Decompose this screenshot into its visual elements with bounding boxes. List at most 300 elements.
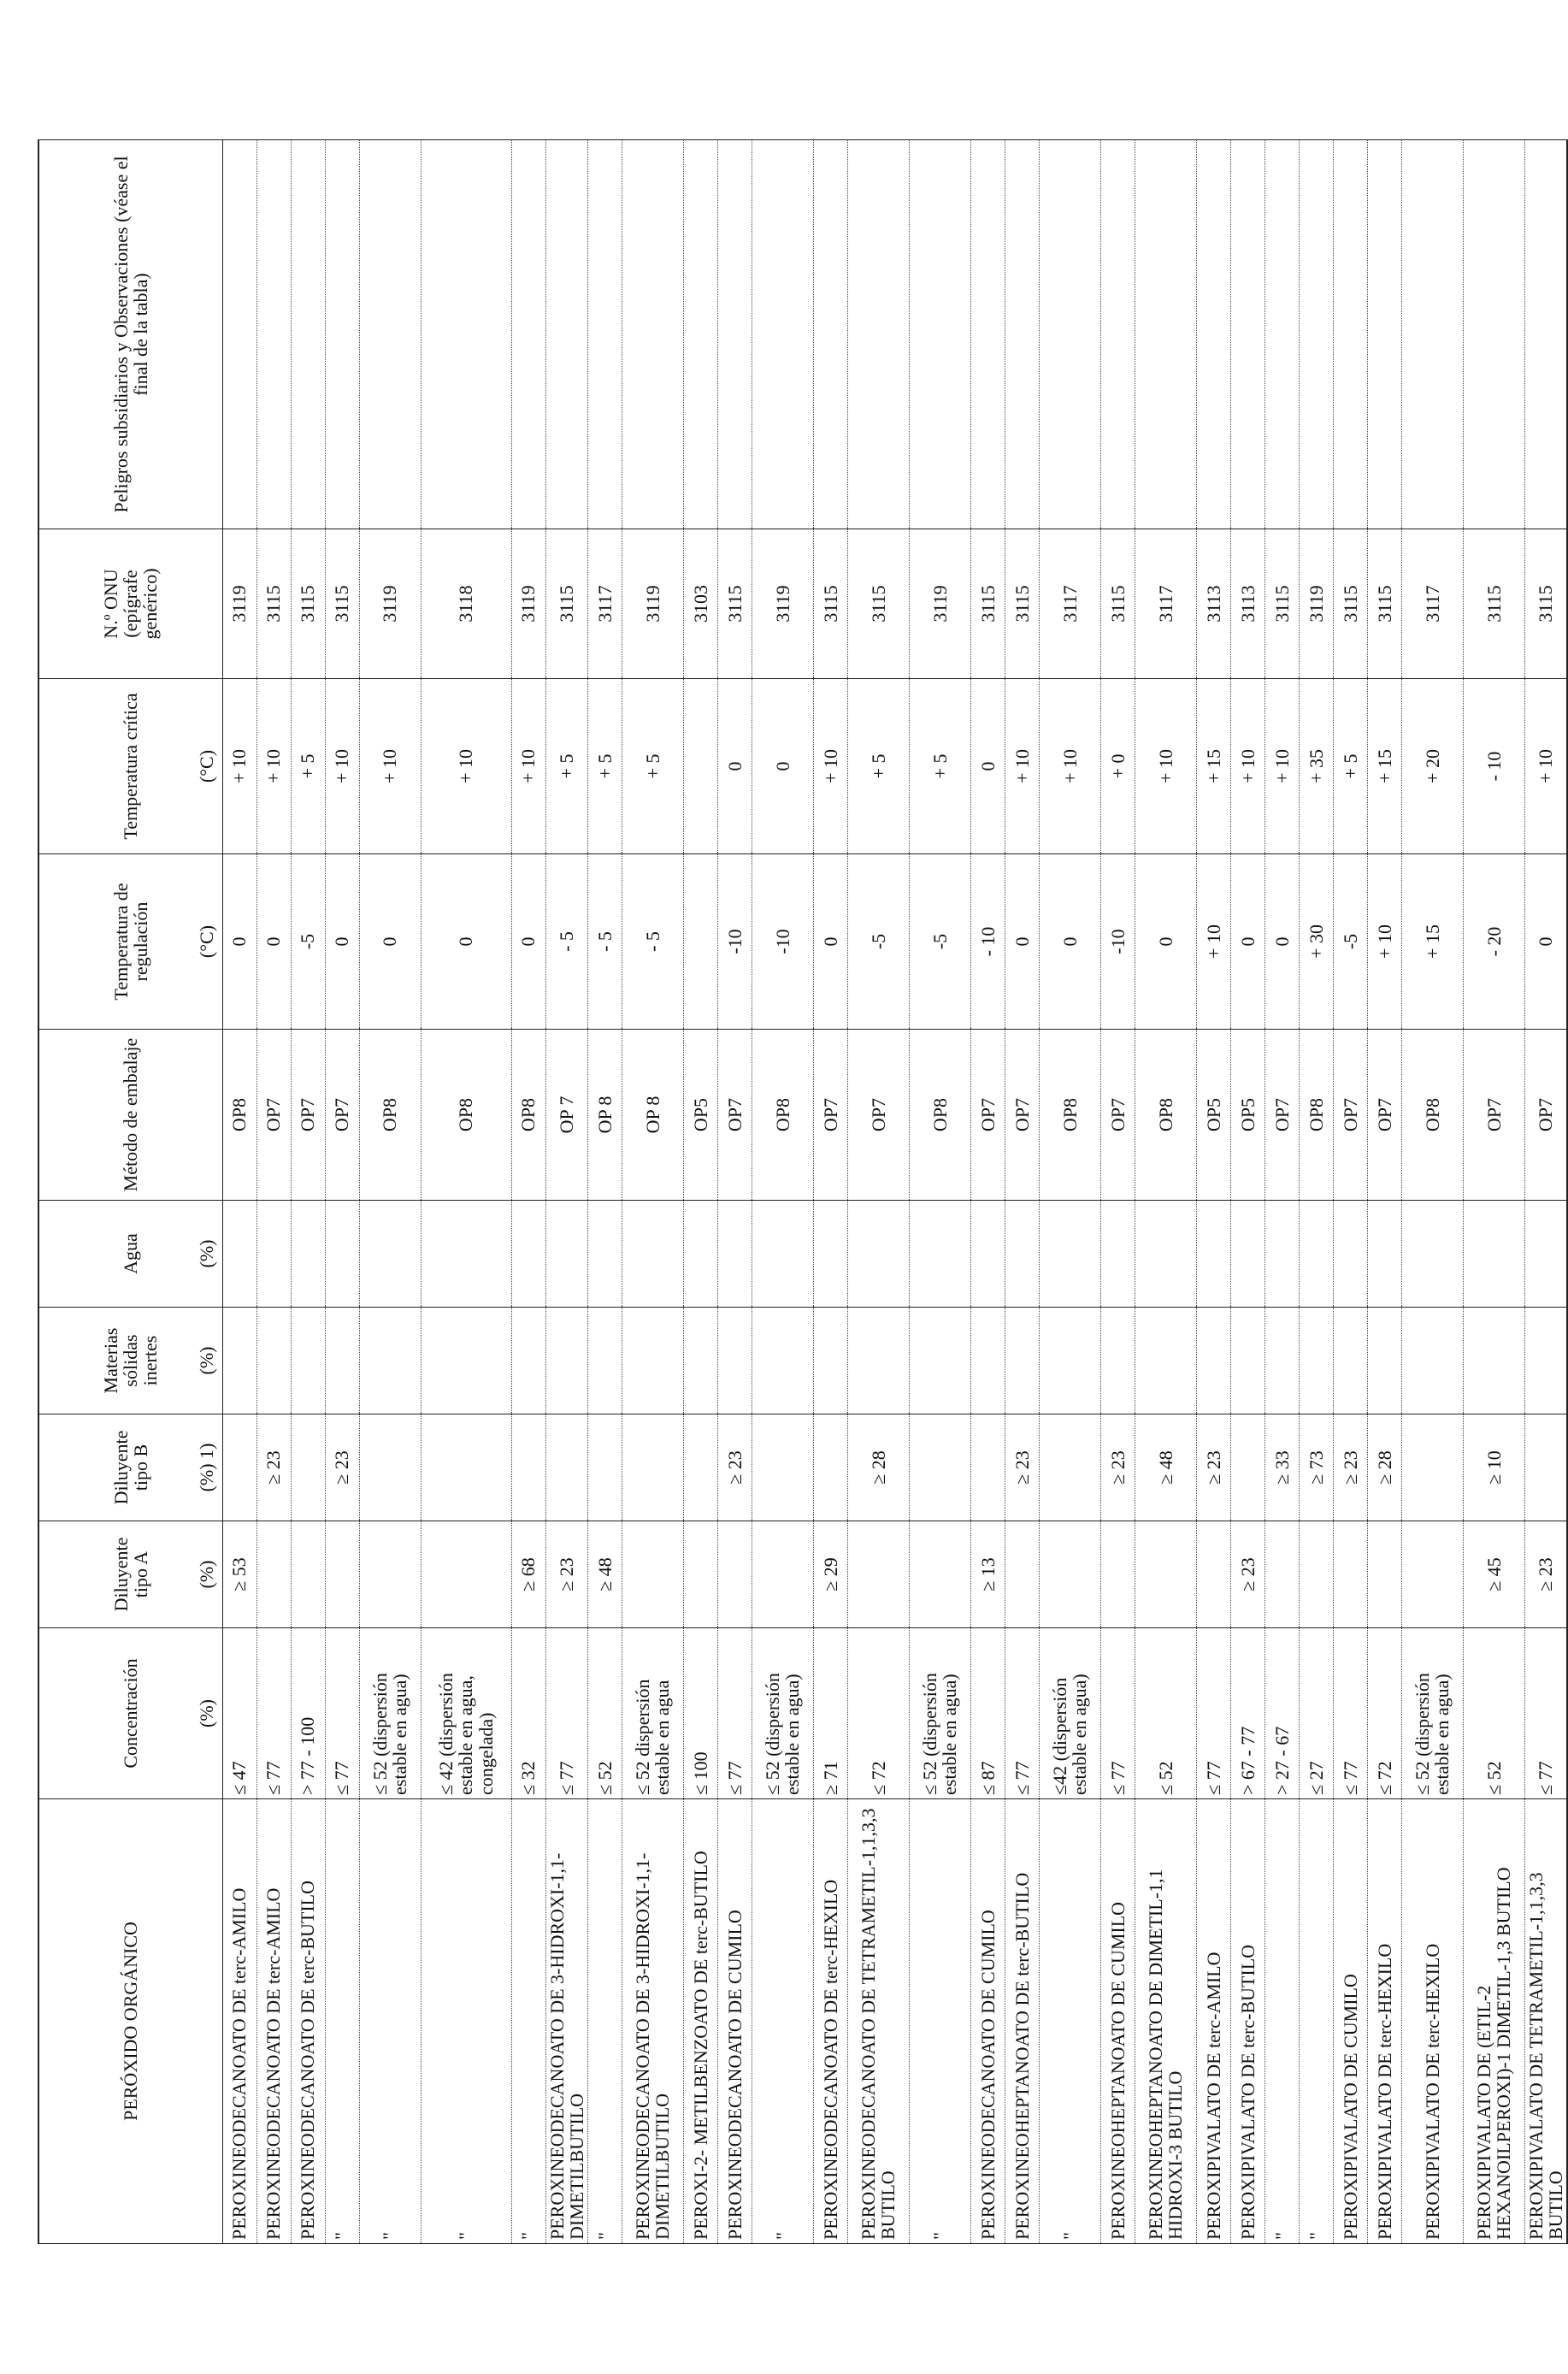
cell-un-number: 3115 [1005,529,1039,679]
cell-water [1333,1201,1367,1308]
cell-control-temperature: + 15 [1401,854,1463,1030]
cell-control-temperature: - 10 [970,854,1005,1030]
cell-inert-solids [1230,1308,1264,1414]
cell-concentration: ≤ 77 [717,1628,752,1799]
cell-peroxide-name: PEROXINEODECANOATO DE CUMILO [717,1799,752,2244]
cell-peroxide-name: PEROXINEODECANOATO DE terc-AMILO [256,1799,291,2244]
cell-inert-solids [1196,1308,1230,1414]
header-unit: (%) [196,1239,218,1268]
cell-diluent-b [622,1414,683,1521]
cell-inert-solids [511,1308,545,1414]
cell-concentration: ≤ 27 [1299,1628,1333,1799]
header-label: PERÓXIDO ORGÁNICO [120,1922,142,2121]
table-row [256,140,291,2244]
cell-inert-solids [222,1308,256,1414]
header-label: Materias sólidas inertes [100,1327,162,1394]
cell-un-number: 3113 [1196,529,1230,679]
cell-observations [1196,140,1230,529]
cell-water [587,1201,622,1308]
header-organic-peroxide [38,1799,222,2244]
cell-diluent-a [1100,1521,1135,1628]
cell-concentration: ≤ 52 (dispersión estable en agua) [1401,1628,1463,1799]
cell-diluent-b: ≥ 23 [1005,1414,1039,1521]
cell-observations [1039,140,1100,529]
cell-peroxide-name: " [587,1799,622,2244]
cell-diluent-a [325,1521,359,1628]
cell-peroxide-name: " [909,1799,970,2244]
cell-diluent-b [511,1414,545,1521]
cell-control-temperature: -5 [847,854,909,1030]
cell-diluent-a [847,1521,909,1628]
table-row [813,140,847,2244]
cell-diluent-b: ≥ 23 [1196,1414,1230,1521]
cell-diluent-b [1401,1414,1463,1521]
cell-diluent-a [752,1521,813,1628]
header-unit: (%) [196,1699,218,1727]
cell-concentration: ≤ 77 [1196,1628,1230,1799]
cell-diluent-a [291,1521,325,1628]
cell-emergency-temperature: + 15 [1196,679,1230,854]
table-row [291,140,325,2244]
cell-concentration: ≤ 72 [847,1628,909,1799]
cell-diluent-b [752,1414,813,1521]
cell-peroxide-name: " [752,1799,813,2244]
cell-un-number: 3115 [847,529,909,679]
cell-concentration: ≤ 47 [222,1628,256,1799]
cell-un-number: 3115 [1264,529,1299,679]
cell-packing-method: OP8 [1299,1030,1333,1201]
cell-concentration: ≤ 42 (dispersión estable en agua, congelada) [421,1628,511,1799]
cell-concentration: ≤ 77 [1100,1628,1135,1799]
cell-concentration: ≥ 71 [813,1628,847,1799]
header-label: N.º ONU (epígrafe genérico) [100,568,162,640]
cell-peroxide-name: " [1299,1799,1333,2244]
cell-concentration: ≤42 (dispersión estable en agua) [1039,1628,1100,1799]
cell-packing-method: OP7 [1264,1030,1299,1201]
cell-water [1039,1201,1100,1308]
cell-inert-solids [1264,1308,1299,1414]
cell-water [717,1201,752,1308]
cell-packing-method: OP5 [1230,1030,1264,1201]
cell-diluent-b [545,1414,587,1521]
cell-observations [813,140,847,529]
cell-observations [1100,140,1135,529]
cell-concentration: ≤ 72 [1367,1628,1401,1799]
cell-emergency-temperature: + 10 [1039,679,1100,854]
cell-packing-method: OP8 [511,1030,545,1201]
cell-peroxide-name: PEROXIPIVALATO DE CUMILO [1333,1799,1367,2244]
cell-diluent-a: ≥ 13 [970,1521,1005,1628]
cell-diluent-b: ≥ 10 [1463,1414,1524,1521]
cell-peroxide-name: " [1264,1799,1299,2244]
cell-un-number: 3115 [717,529,752,679]
cell-concentration: ≤ 77 [256,1628,291,1799]
header-label: Método de embalaje [120,1037,142,1192]
cell-concentration: ≤ 52 [1135,1628,1196,1799]
cell-observations [1230,140,1264,529]
cell-emergency-temperature [683,679,717,854]
cell-control-temperature: - 5 [545,854,587,1030]
cell-emergency-temperature: + 5 [587,679,622,854]
cell-peroxide-name: PEROXIPIVALATO DE terc-HEXILO [1401,1799,1463,2244]
cell-inert-solids [587,1308,622,1414]
cell-inert-solids [1005,1308,1039,1414]
cell-diluent-a [421,1521,511,1628]
cell-un-number: 3115 [1463,529,1524,679]
header-water [38,1201,222,1308]
cell-diluent-b: ≥ 48 [1135,1414,1196,1521]
table-row [1135,140,1196,2244]
cell-diluent-b [359,1414,421,1521]
cell-un-number: 3119 [752,529,813,679]
cell-control-temperature: + 10 [1196,854,1230,1030]
table-row [1039,140,1100,2244]
cell-observations [1367,140,1401,529]
cell-water [256,1201,291,1308]
cell-water [622,1201,683,1308]
table-body [222,140,1567,2244]
cell-inert-solids [1401,1308,1463,1414]
cell-peroxide-name: " [421,1799,511,2244]
cell-un-number: 3115 [291,529,325,679]
cell-inert-solids [1524,1308,1567,1414]
table-row [683,140,717,2244]
cell-diluent-b [683,1414,717,1521]
table-row [1367,140,1401,2244]
cell-diluent-a: ≥ 53 [222,1521,256,1628]
cell-un-number: 3119 [909,529,970,679]
cell-emergency-temperature: + 5 [291,679,325,854]
cell-diluent-b: ≥ 28 [847,1414,909,1521]
cell-peroxide-name: " [325,1799,359,2244]
cell-emergency-temperature: - 10 [1463,679,1524,854]
header-packing-method [38,1030,222,1201]
cell-packing-method: OP7 [847,1030,909,1201]
cell-packing-method: OP7 [970,1030,1005,1201]
cell-un-number: 3115 [970,529,1005,679]
cell-control-temperature: 0 [222,854,256,1030]
cell-emergency-temperature: + 10 [222,679,256,854]
cell-peroxide-name: PEROXIPIVALATO DE terc-AMILO [1196,1799,1230,2244]
cell-water [970,1201,1005,1308]
header-unit: (%) 1) [196,1443,218,1492]
table-row [1524,140,1567,2244]
cell-water [683,1201,717,1308]
cell-un-number: 3117 [1401,529,1463,679]
cell-control-temperature: -5 [909,854,970,1030]
cell-diluent-a [256,1521,291,1628]
cell-observations [1524,140,1567,529]
cell-un-number: 3115 [545,529,587,679]
table-row [545,140,587,2244]
cell-diluent-a [1005,1521,1039,1628]
cell-concentration: ≤ 77 [325,1628,359,1799]
cell-peroxide-name: PEROXINEODECANOATO DE TETRAMETIL-1,1,3,3 BUTILO [847,1799,909,2244]
cell-control-temperature: - 5 [587,854,622,1030]
cell-packing-method: OP8 [1135,1030,1196,1201]
cell-diluent-b: ≥ 23 [717,1414,752,1521]
cell-diluent-b: ≥ 23 [325,1414,359,1521]
table-row [1401,140,1463,2244]
cell-diluent-a [909,1521,970,1628]
header-subsidiary-risks [38,140,222,529]
cell-inert-solids [325,1308,359,1414]
cell-control-temperature: 0 [813,854,847,1030]
cell-un-number: 3119 [511,529,545,679]
cell-emergency-temperature: + 15 [1367,679,1401,854]
cell-observations [1135,140,1196,529]
cell-diluent-b [421,1414,511,1521]
cell-un-number: 3119 [1299,529,1333,679]
cell-water [847,1201,909,1308]
cell-control-temperature: -10 [752,854,813,1030]
table-row [1100,140,1135,2244]
cell-packing-method: OP7 [813,1030,847,1201]
table-row [222,140,256,2244]
cell-packing-method: OP8 [421,1030,511,1201]
table-row [359,140,421,2244]
cell-packing-method: OP7 [1463,1030,1524,1201]
cell-un-number: 3103 [683,529,717,679]
cell-peroxide-name: PEROXINEODECANOATO DE CUMILO [970,1799,1005,2244]
cell-diluent-a: ≥ 48 [587,1521,622,1628]
cell-concentration: ≤ 77 [545,1628,587,1799]
cell-concentration: ≤ 77 [1333,1628,1367,1799]
cell-peroxide-name: PEROXINEODECANOATO DE terc-AMILO [222,1799,256,2244]
rotated-table-container [38,140,1566,2244]
cell-observations [847,140,909,529]
cell-peroxide-name: PEROXINEODECANOATO DE 3-HIDROXI-1,1-DIMETILBUTILO [622,1799,683,2244]
cell-observations [511,140,545,529]
cell-emergency-temperature: + 10 [1135,679,1196,854]
cell-diluent-b: ≥ 28 [1367,1414,1401,1521]
table-row [1005,140,1039,2244]
table-row [847,140,909,2244]
cell-water [1230,1201,1264,1308]
cell-inert-solids [291,1308,325,1414]
cell-control-temperature: 0 [325,854,359,1030]
cell-concentration: ≤ 52 (dispersión estable en agua) [359,1628,421,1799]
cell-emergency-temperature: 0 [752,679,813,854]
cell-diluent-b [291,1414,325,1521]
cell-diluent-a [1333,1521,1367,1628]
cell-diluent-a [1264,1521,1299,1628]
table-row [717,140,752,2244]
table-row [587,140,622,2244]
cell-un-number: 3115 [256,529,291,679]
cell-diluent-a [1196,1521,1230,1628]
cell-emergency-temperature: + 0 [1100,679,1135,854]
cell-diluent-b: ≥ 73 [1299,1414,1333,1521]
table-row [1230,140,1264,2244]
cell-diluent-b: ≥ 23 [1100,1414,1135,1521]
cell-emergency-temperature: + 10 [421,679,511,854]
cell-emergency-temperature: + 5 [1333,679,1367,854]
cell-diluent-b [1039,1414,1100,1521]
cell-diluent-b [587,1414,622,1521]
cell-diluent-b [813,1414,847,1521]
cell-un-number: 3117 [587,529,622,679]
cell-emergency-temperature: + 10 [1264,679,1299,854]
cell-diluent-b: ≥ 33 [1264,1414,1299,1521]
cell-diluent-a: ≥ 68 [511,1521,545,1628]
cell-peroxide-name: PEROXINEOHEPTANOATO DE DIMETIL-1,1 HIDROXI-3 BUTILO [1135,1799,1196,2244]
cell-packing-method: OP7 [1333,1030,1367,1201]
cell-water [359,1201,421,1308]
table-header-row [38,140,222,2244]
cell-water [1367,1201,1401,1308]
cell-inert-solids [256,1308,291,1414]
cell-water [222,1201,256,1308]
header-inert-solids [38,1308,222,1414]
cell-diluent-b [909,1414,970,1521]
cell-diluent-a: ≥ 23 [1524,1521,1567,1628]
cell-emergency-temperature: 0 [717,679,752,854]
cell-inert-solids [1100,1308,1135,1414]
header-diluent-a [38,1521,222,1628]
cell-emergency-temperature: + 10 [325,679,359,854]
cell-control-temperature: 0 [421,854,511,1030]
cell-concentration: > 67 - 77 [1230,1628,1264,1799]
cell-inert-solids [813,1308,847,1414]
cell-peroxide-name: PEROXINEODECANOATO DE terc-HEXILO [813,1799,847,2244]
cell-water [291,1201,325,1308]
cell-water [752,1201,813,1308]
cell-observations [587,140,622,529]
cell-packing-method: OP7 [1367,1030,1401,1201]
cell-control-temperature [683,854,717,1030]
cell-packing-method: OP7 [1100,1030,1135,1201]
cell-water [1463,1201,1524,1308]
cell-inert-solids [909,1308,970,1414]
table-row [970,140,1005,2244]
cell-concentration: ≤ 52 [587,1628,622,1799]
cell-packing-method: OP7 [256,1030,291,1201]
cell-observations [1005,140,1039,529]
cell-control-temperature: 0 [1039,854,1100,1030]
cell-concentration: ≤ 52 [1463,1628,1524,1799]
cell-inert-solids [683,1308,717,1414]
header-unit: (%) [196,1560,218,1589]
cell-emergency-temperature: + 5 [622,679,683,854]
cell-water [1264,1201,1299,1308]
cell-packing-method: OP5 [1196,1030,1230,1201]
cell-diluent-b [222,1414,256,1521]
cell-concentration: ≤ 52 (dispersión estable en agua) [752,1628,813,1799]
cell-water [325,1201,359,1308]
table-row [1463,140,1524,2244]
cell-concentration: ≤ 77 [1524,1628,1567,1799]
cell-control-temperature: -5 [1333,854,1367,1030]
cell-control-temperature: 0 [1005,854,1039,1030]
header-unit: (°C) [196,749,218,783]
cell-control-temperature: -10 [717,854,752,1030]
cell-peroxide-name: PEROXI-2- METILBENZOATO DE terc-BUTILO [683,1799,717,2244]
cell-water [421,1201,511,1308]
cell-packing-method: OP7 [717,1030,752,1201]
cell-diluent-b [1524,1414,1567,1521]
cell-emergency-temperature: + 10 [1005,679,1039,854]
cell-un-number: 3115 [1524,529,1567,679]
cell-diluent-a [1135,1521,1196,1628]
cell-peroxide-name: " [359,1799,421,2244]
cell-diluent-b [970,1414,1005,1521]
cell-packing-method: OP 8 [622,1030,683,1201]
cell-observations [256,140,291,529]
cell-inert-solids [970,1308,1005,1414]
table-row [511,140,545,2244]
cell-control-temperature: + 10 [1367,854,1401,1030]
cell-control-temperature: 0 [1135,854,1196,1030]
cell-water [1196,1201,1230,1308]
cell-un-number: 3119 [359,529,421,679]
header-un-number [38,529,222,679]
cell-diluent-a [717,1521,752,1628]
cell-peroxide-name: PEROXIPIVALATO DE terc-HEXILO [1367,1799,1401,2244]
cell-diluent-a: ≥ 23 [545,1521,587,1628]
cell-control-temperature: 0 [359,854,421,1030]
cell-diluent-a [359,1521,421,1628]
cell-packing-method: OP7 [291,1030,325,1201]
cell-inert-solids [1367,1308,1401,1414]
header-label: Peligros subsidiarios y Observaciones (véase el final de la tabla) [109,156,151,513]
cell-emergency-temperature: + 10 [1524,679,1567,854]
cell-control-temperature: 0 [1230,854,1264,1030]
cell-observations [291,140,325,529]
cell-emergency-temperature: + 10 [511,679,545,854]
cell-un-number: 3119 [622,529,683,679]
cell-emergency-temperature: + 5 [909,679,970,854]
header-unit: (°C) [196,924,218,959]
cell-packing-method: OP7 [325,1030,359,1201]
cell-observations [222,140,256,529]
cell-water [1524,1201,1567,1308]
cell-peroxide-name: PEROXIPIVALATO DE (ETIL-2 HEXANOILPEROXI)-1 DIMETIL-1,3 BUTILO [1463,1799,1524,2244]
cell-diluent-a: ≥ 23 [1230,1521,1264,1628]
cell-peroxide-name: PEROXINEOHEPTANOATO DE CUMILO [1100,1799,1135,2244]
cell-un-number: 3117 [1039,529,1100,679]
cell-control-temperature: -5 [291,854,325,1030]
cell-inert-solids [545,1308,587,1414]
cell-water [909,1201,970,1308]
cell-un-number: 3115 [1333,529,1367,679]
cell-un-number: 3113 [1230,529,1264,679]
cell-peroxide-name: PEROXINEOHEPTANOATO DE terc-BUTILO [1005,1799,1039,2244]
cell-water [1005,1201,1039,1308]
header-label: Temperatura de regulación [109,883,151,1001]
cell-observations [970,140,1005,529]
cell-diluent-a [622,1521,683,1628]
cell-inert-solids [1135,1308,1196,1414]
cell-water [813,1201,847,1308]
table-row [325,140,359,2244]
header-label: Concentración [120,1658,142,1769]
cell-observations [545,140,587,529]
table-row [1264,140,1299,2244]
cell-packing-method: OP8 [359,1030,421,1201]
table-row [1196,140,1230,2244]
cell-emergency-temperature: + 20 [1401,679,1463,854]
cell-observations [683,140,717,529]
cell-observations [909,140,970,529]
cell-peroxide-name: PEROXINEODECANOATO DE 3-HIDROXI-1,1-DIMETILBUTILO [545,1799,587,2244]
cell-inert-solids [359,1308,421,1414]
cell-packing-method: OP7 [1524,1030,1567,1201]
cell-diluent-b: ≥ 23 [1333,1414,1367,1521]
table-row [622,140,683,2244]
table-row [909,140,970,2244]
cell-packing-method: OP8 [1401,1030,1463,1201]
